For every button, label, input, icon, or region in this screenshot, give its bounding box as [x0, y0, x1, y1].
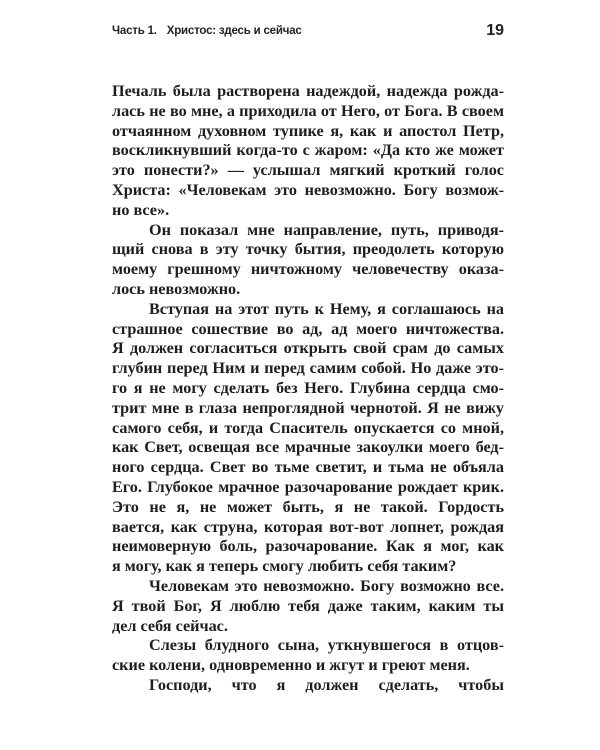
paragraph — [112, 676, 504, 696]
text-line: Человекам это невозможно. Богу возможно все. — [149, 576, 504, 595]
text-line: вается, как струна, которая вот-вот лопнет, рождая — [112, 517, 504, 536]
text-line: Христа: «Человекам это невозможно. Богу возмож- — [112, 180, 504, 199]
paragraph — [112, 221, 504, 300]
paragraph — [112, 577, 504, 636]
text-line: дел себя сейчас. — [112, 616, 228, 635]
text-line: трит мне в глаза непроглядной чернотой. Я не вижу — [112, 398, 504, 417]
paragraph — [112, 300, 504, 577]
text-line: Это не я, не может быть, я не такой. Гордость — [112, 497, 504, 516]
part-label: Часть 1. — [112, 25, 157, 37]
text-line: го я не могу сделать без Него. Глубина сердца смо- — [112, 378, 504, 397]
text-line: Господи, что я должен сделать, чтобы — [149, 675, 504, 694]
text-line: лась не во мне, а приходила от Него, от Бога. В своем — [112, 101, 504, 120]
text-line: лось невозможно. — [112, 279, 241, 298]
text-line: страшное сошествие во ад, ад моего ничтожества. — [112, 319, 504, 338]
text-line: Слезы блудного сына, уткнувшегося в отцов- — [149, 636, 504, 655]
text-line: Вступая на этот путь к Нему, я соглашаюсь на — [149, 299, 504, 318]
text-line: отчаянном духовном тупике я, как и апостол Петр, — [112, 121, 504, 140]
page-header — [112, 22, 504, 42]
text-line: неимоверную боль, разочарование. Как я мог, как — [112, 537, 504, 556]
text-line: Я твой Бог, Я люблю тебя даже таким, каким ты — [112, 596, 504, 615]
text-line: ские колени, одновременно и жгут и греют меня. — [112, 656, 470, 675]
running-head — [112, 25, 302, 37]
text-line: Печаль была растворена надеждой, надежда рожда- — [112, 82, 504, 100]
text-line: щий снова в эту точку бытия, преодолеть которую — [112, 240, 504, 259]
paragraph — [112, 636, 504, 676]
text-line: ного сердца. Свет во тьме светит, и тьма не объяла — [112, 458, 504, 477]
paragraph — [112, 82, 504, 221]
text-line: Его. Глубокое мрачное разочарование рождает крик. — [112, 477, 504, 496]
text-line: Он показал мне направление, путь, приводя- — [149, 220, 504, 239]
text-line: я могу, как я теперь смогу любить себя таким? — [112, 557, 457, 576]
text-line: глубин перед Ним и перед самим собой. Но даже это- — [112, 359, 504, 378]
page-number: 19 — [486, 22, 504, 39]
text-line: Я должен согласиться открыть свой срам до самых — [112, 339, 504, 358]
text-line: моему грешному ничтожному человечеству оказа- — [112, 260, 504, 279]
body-text — [112, 82, 504, 696]
chapter-title: Христос: здесь и сейчас — [166, 25, 302, 37]
text-line: это понести?» — услышал мягкий кроткий голос — [112, 161, 504, 180]
text-line: самого себя, и тогда Спаситель опускается со мной, — [112, 418, 504, 437]
text-line: но все». — [112, 200, 170, 219]
text-line: как Свет, освещая все мрачные закоулки моего бед- — [112, 438, 504, 457]
text-line: воскликнувший когда-то с жаром: «Да кто же может — [112, 141, 504, 160]
